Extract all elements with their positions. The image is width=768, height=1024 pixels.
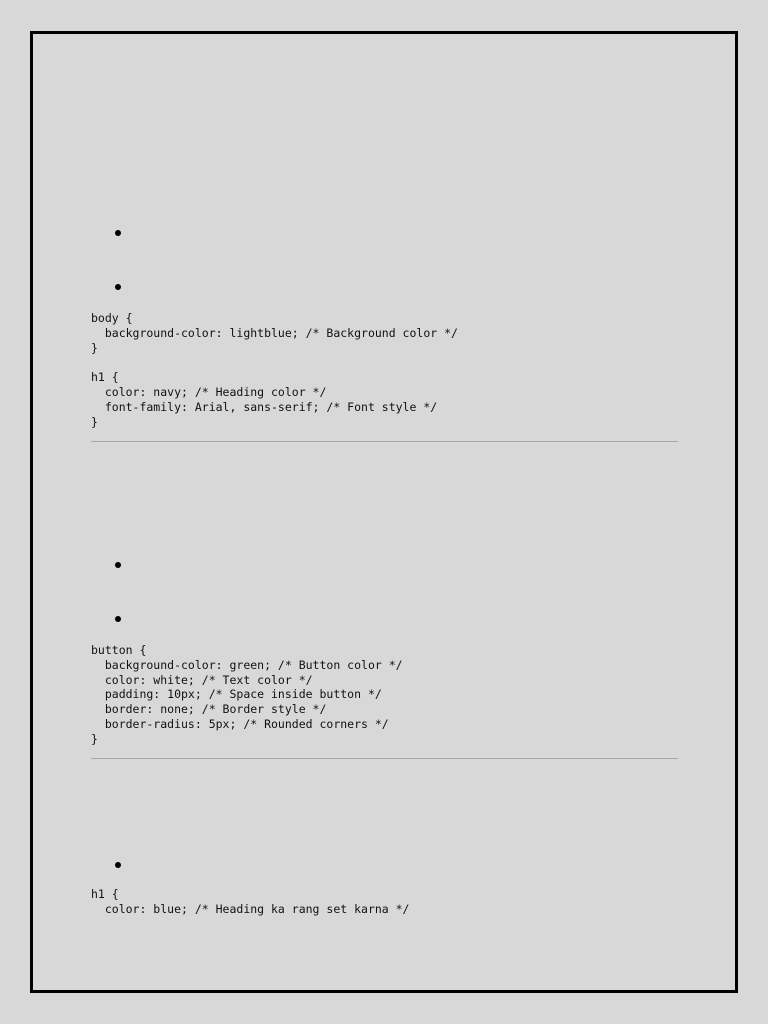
list-bullet (115, 230, 121, 236)
list-bullet (115, 616, 121, 622)
css-code-block-button: button { background-color: green; /* Button color */ color: white; /* Text color */ padding: 10px; /* Space inside button */ border: none; /* Border style */ border-radius: 5px; /* Rounded corners */ } (91, 643, 403, 746)
list-bullet (115, 562, 121, 568)
css-code-block-body-h1: body { background-color: lightblue; /* Background color */ } h1 { color: navy; /* Heading color */ font-family: Arial, sans-serif; /* Font style */ } (91, 311, 458, 429)
section-divider (91, 758, 678, 759)
section-divider (91, 441, 678, 442)
css-code-block-h1: h1 { color: blue; /* Heading ka rang set karna */ (91, 887, 410, 916)
list-bullet (115, 862, 121, 868)
list-bullet (115, 284, 121, 290)
document-page (30, 31, 738, 993)
